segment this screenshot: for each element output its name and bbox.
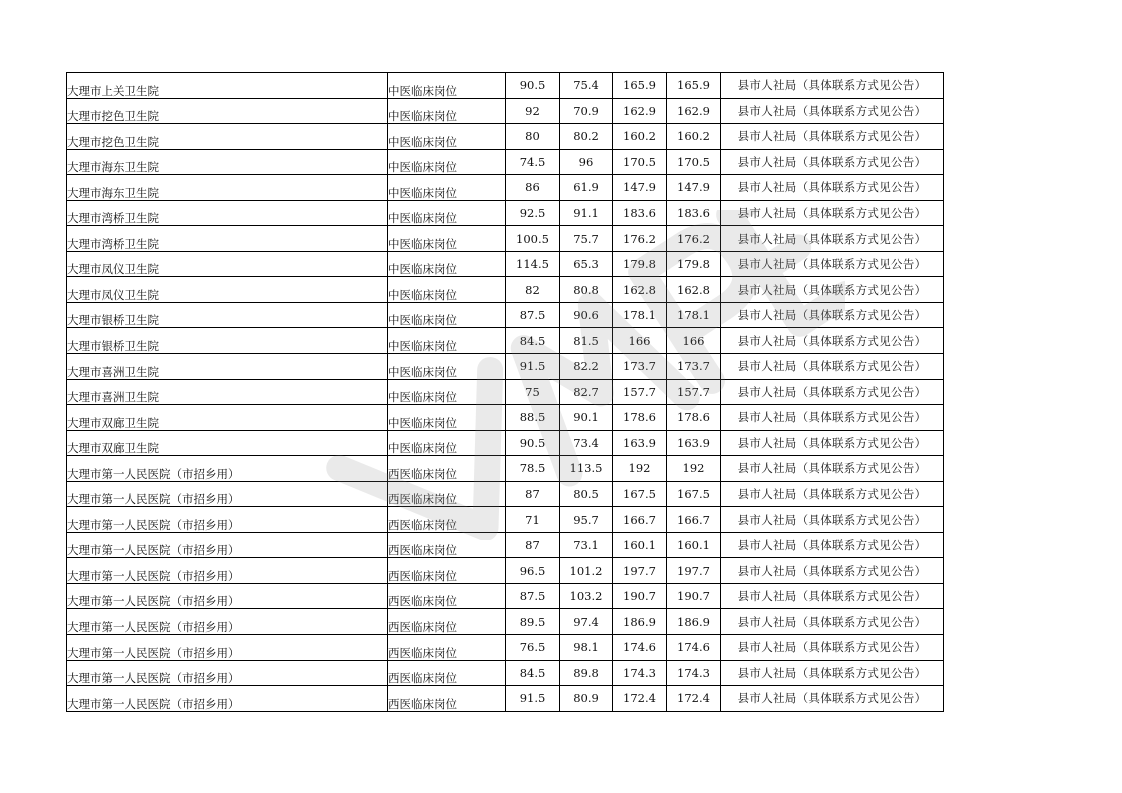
cell-score-2: 80.9 xyxy=(560,686,613,712)
cell-contact: 县市人社局（具体联系方式见公告） xyxy=(721,660,944,686)
table-row xyxy=(67,328,944,354)
cell-final-score: 176.2 xyxy=(667,226,721,252)
cell-post: 西医临床岗位 xyxy=(388,481,506,507)
cell-score-1: 90.5 xyxy=(506,430,560,456)
cell-post: 西医临床岗位 xyxy=(388,532,506,558)
cell-unit: 大理市湾桥卫生院 xyxy=(67,200,388,226)
cell-contact: 县市人社局（具体联系方式见公告） xyxy=(721,507,944,533)
cell-post: 西医临床岗位 xyxy=(388,660,506,686)
cell-final-score: 186.9 xyxy=(667,609,721,635)
table-row xyxy=(67,430,944,456)
cell-score-1: 78.5 xyxy=(506,456,560,482)
cell-unit: 大理市喜洲卫生院 xyxy=(67,379,388,405)
cell-contact: 县市人社局（具体联系方式见公告） xyxy=(721,430,944,456)
cell-score-2: 81.5 xyxy=(560,328,613,354)
cell-post: 中医临床岗位 xyxy=(388,379,506,405)
cell-contact: 县市人社局（具体联系方式见公告） xyxy=(721,226,944,252)
cell-contact: 县市人社局（具体联系方式见公告） xyxy=(721,73,944,99)
cell-total: 166.7 xyxy=(613,507,667,533)
cell-total: 147.9 xyxy=(613,175,667,201)
cell-unit: 大理市第一人民医院（市招乡用） xyxy=(67,686,388,712)
cell-score-2: 89.8 xyxy=(560,660,613,686)
cell-score-1: 76.5 xyxy=(506,635,560,661)
cell-contact: 县市人社局（具体联系方式见公告） xyxy=(721,558,944,584)
cell-score-2: 80.8 xyxy=(560,277,613,303)
cell-final-score: 183.6 xyxy=(667,200,721,226)
table-row xyxy=(67,379,944,405)
cell-total: 186.9 xyxy=(613,609,667,635)
cell-score-2: 70.9 xyxy=(560,98,613,124)
cell-score-2: 80.2 xyxy=(560,124,613,150)
cell-score-1: 87 xyxy=(506,532,560,558)
cell-contact: 县市人社局（具体联系方式见公告） xyxy=(721,379,944,405)
cell-score-2: 73.1 xyxy=(560,532,613,558)
table-row xyxy=(67,200,944,226)
cell-score-2: 101.2 xyxy=(560,558,613,584)
cell-unit: 大理市第一人民医院（市招乡用） xyxy=(67,583,388,609)
cell-unit: 大理市第一人民医院（市招乡用） xyxy=(67,481,388,507)
cell-score-2: 65.3 xyxy=(560,251,613,277)
cell-unit: 大理市凤仪卫生院 xyxy=(67,251,388,277)
cell-score-1: 84.5 xyxy=(506,328,560,354)
table-row xyxy=(67,558,944,584)
cell-total: 197.7 xyxy=(613,558,667,584)
cell-unit: 大理市湾桥卫生院 xyxy=(67,226,388,252)
cell-unit: 大理市银桥卫生院 xyxy=(67,302,388,328)
cell-contact: 县市人社局（具体联系方式见公告） xyxy=(721,302,944,328)
cell-contact: 县市人社局（具体联系方式见公告） xyxy=(721,481,944,507)
cell-score-1: 80 xyxy=(506,124,560,150)
cell-score-1: 114.5 xyxy=(506,251,560,277)
cell-score-1: 92.5 xyxy=(506,200,560,226)
cell-total: 173.7 xyxy=(613,354,667,380)
cell-total: 162.8 xyxy=(613,277,667,303)
cell-score-2: 95.7 xyxy=(560,507,613,533)
cell-contact: 县市人社局（具体联系方式见公告） xyxy=(721,251,944,277)
cell-post: 中医临床岗位 xyxy=(388,405,506,431)
cell-post: 中医临床岗位 xyxy=(388,251,506,277)
table-row xyxy=(67,660,944,686)
cell-score-2: 97.4 xyxy=(560,609,613,635)
table-row xyxy=(67,175,944,201)
cell-total: 174.3 xyxy=(613,660,667,686)
cell-total: 179.8 xyxy=(613,251,667,277)
cell-total: 183.6 xyxy=(613,200,667,226)
cell-contact: 县市人社局（具体联系方式见公告） xyxy=(721,124,944,150)
table-row xyxy=(67,226,944,252)
cell-final-score: 167.5 xyxy=(667,481,721,507)
cell-contact: 县市人社局（具体联系方式见公告） xyxy=(721,149,944,175)
cell-unit: 大理市双廊卫生院 xyxy=(67,405,388,431)
table-row xyxy=(67,405,944,431)
cell-total: 170.5 xyxy=(613,149,667,175)
cell-total: 167.5 xyxy=(613,481,667,507)
cell-final-score: 162.8 xyxy=(667,277,721,303)
cell-score-2: 61.9 xyxy=(560,175,613,201)
cell-final-score: 178.6 xyxy=(667,405,721,431)
cell-post: 中医临床岗位 xyxy=(388,98,506,124)
cell-contact: 县市人社局（具体联系方式见公告） xyxy=(721,328,944,354)
cell-total: 190.7 xyxy=(613,583,667,609)
cell-total: 160.1 xyxy=(613,532,667,558)
cell-contact: 县市人社局（具体联系方式见公告） xyxy=(721,354,944,380)
cell-contact: 县市人社局（具体联系方式见公告） xyxy=(721,609,944,635)
cell-score-1: 91.5 xyxy=(506,354,560,380)
cell-unit: 大理市挖色卫生院 xyxy=(67,98,388,124)
cell-final-score: 170.5 xyxy=(667,149,721,175)
table-row xyxy=(67,481,944,507)
cell-final-score: 192 xyxy=(667,456,721,482)
cell-unit: 大理市第一人民医院（市招乡用） xyxy=(67,660,388,686)
table-row xyxy=(67,302,944,328)
cell-post: 中医临床岗位 xyxy=(388,430,506,456)
cell-post: 西医临床岗位 xyxy=(388,609,506,635)
cell-post: 中医临床岗位 xyxy=(388,124,506,150)
cell-unit: 大理市双廊卫生院 xyxy=(67,430,388,456)
cell-total: 178.6 xyxy=(613,405,667,431)
cell-unit: 大理市第一人民医院（市招乡用） xyxy=(67,635,388,661)
cell-score-1: 87 xyxy=(506,481,560,507)
cell-total: 163.9 xyxy=(613,430,667,456)
cell-contact: 县市人社局（具体联系方式见公告） xyxy=(721,277,944,303)
cell-score-2: 96 xyxy=(560,149,613,175)
cell-post: 西医临床岗位 xyxy=(388,456,506,482)
cell-score-1: 87.5 xyxy=(506,583,560,609)
cell-score-2: 75.4 xyxy=(560,73,613,99)
cell-total: 162.9 xyxy=(613,98,667,124)
table-row xyxy=(67,507,944,533)
cell-total: 166 xyxy=(613,328,667,354)
cell-final-score: 157.7 xyxy=(667,379,721,405)
cell-score-1: 86 xyxy=(506,175,560,201)
cell-post: 中医临床岗位 xyxy=(388,302,506,328)
cell-post: 中医临床岗位 xyxy=(388,328,506,354)
cell-total: 178.1 xyxy=(613,302,667,328)
cell-post: 中医临床岗位 xyxy=(388,226,506,252)
cell-final-score: 147.9 xyxy=(667,175,721,201)
cell-unit: 大理市凤仪卫生院 xyxy=(67,277,388,303)
cell-unit: 大理市第一人民医院（市招乡用） xyxy=(67,558,388,584)
table-row xyxy=(67,354,944,380)
table-row xyxy=(67,686,944,712)
cell-score-1: 82 xyxy=(506,277,560,303)
cell-contact: 县市人社局（具体联系方式见公告） xyxy=(721,405,944,431)
table-row xyxy=(67,583,944,609)
cell-score-2: 98.1 xyxy=(560,635,613,661)
cell-score-1: 92 xyxy=(506,98,560,124)
cell-final-score: 160.2 xyxy=(667,124,721,150)
cell-final-score: 160.1 xyxy=(667,532,721,558)
table-row xyxy=(67,98,944,124)
cell-post: 中医临床岗位 xyxy=(388,175,506,201)
cell-final-score: 165.9 xyxy=(667,73,721,99)
cell-score-2: 90.1 xyxy=(560,405,613,431)
cell-unit: 大理市挖色卫生院 xyxy=(67,124,388,150)
cell-total: 192 xyxy=(613,456,667,482)
cell-total: 165.9 xyxy=(613,73,667,99)
cell-score-1: 90.5 xyxy=(506,73,560,99)
cell-unit: 大理市上关卫生院 xyxy=(67,73,388,99)
cell-score-1: 71 xyxy=(506,507,560,533)
cell-contact: 县市人社局（具体联系方式见公告） xyxy=(721,200,944,226)
cell-score-1: 89.5 xyxy=(506,609,560,635)
cell-score-2: 73.4 xyxy=(560,430,613,456)
table-row xyxy=(67,609,944,635)
table-row xyxy=(67,73,944,99)
cell-contact: 县市人社局（具体联系方式见公告） xyxy=(721,583,944,609)
cell-score-1: 88.5 xyxy=(506,405,560,431)
cell-total: 157.7 xyxy=(613,379,667,405)
cell-score-2: 103.2 xyxy=(560,583,613,609)
table-row xyxy=(67,635,944,661)
cell-unit: 大理市第一人民医院（市招乡用） xyxy=(67,532,388,558)
table-row xyxy=(67,251,944,277)
cell-final-score: 190.7 xyxy=(667,583,721,609)
cell-total: 172.4 xyxy=(613,686,667,712)
cell-contact: 县市人社局（具体联系方式见公告） xyxy=(721,98,944,124)
cell-post: 中医临床岗位 xyxy=(388,149,506,175)
cell-score-2: 82.2 xyxy=(560,354,613,380)
cell-total: 176.2 xyxy=(613,226,667,252)
cell-score-1: 74.5 xyxy=(506,149,560,175)
cell-score-1: 75 xyxy=(506,379,560,405)
cell-unit: 大理市海东卫生院 xyxy=(67,149,388,175)
cell-post: 西医临床岗位 xyxy=(388,583,506,609)
cell-final-score: 197.7 xyxy=(667,558,721,584)
cell-score-2: 113.5 xyxy=(560,456,613,482)
cell-final-score: 179.8 xyxy=(667,251,721,277)
table-row xyxy=(67,532,944,558)
cell-contact: 县市人社局（具体联系方式见公告） xyxy=(721,686,944,712)
cell-final-score: 173.7 xyxy=(667,354,721,380)
cell-unit: 大理市第一人民医院（市招乡用） xyxy=(67,609,388,635)
cell-contact: 县市人社局（具体联系方式见公告） xyxy=(721,635,944,661)
cell-score-2: 82.7 xyxy=(560,379,613,405)
table-row xyxy=(67,277,944,303)
cell-unit: 大理市海东卫生院 xyxy=(67,175,388,201)
cell-score-1: 96.5 xyxy=(506,558,560,584)
cell-score-2: 80.5 xyxy=(560,481,613,507)
table-row xyxy=(67,149,944,175)
cell-score-2: 91.1 xyxy=(560,200,613,226)
cell-total: 160.2 xyxy=(613,124,667,150)
cell-post: 西医临床岗位 xyxy=(388,686,506,712)
cell-post: 西医临床岗位 xyxy=(388,558,506,584)
cell-final-score: 174.3 xyxy=(667,660,721,686)
cell-contact: 县市人社局（具体联系方式见公告） xyxy=(721,532,944,558)
cell-unit: 大理市第一人民医院（市招乡用） xyxy=(67,507,388,533)
cell-final-score: 174.6 xyxy=(667,635,721,661)
cell-unit: 大理市第一人民医院（市招乡用） xyxy=(67,456,388,482)
cell-contact: 县市人社局（具体联系方式见公告） xyxy=(721,456,944,482)
cell-final-score: 172.4 xyxy=(667,686,721,712)
cell-unit: 大理市银桥卫生院 xyxy=(67,328,388,354)
cell-post: 中医临床岗位 xyxy=(388,200,506,226)
cell-final-score: 163.9 xyxy=(667,430,721,456)
cell-post: 西医临床岗位 xyxy=(388,507,506,533)
cell-final-score: 166 xyxy=(667,328,721,354)
cell-post: 中医临床岗位 xyxy=(388,277,506,303)
cell-score-1: 84.5 xyxy=(506,660,560,686)
cell-final-score: 178.1 xyxy=(667,302,721,328)
cell-post: 中医临床岗位 xyxy=(388,354,506,380)
cell-score-1: 100.5 xyxy=(506,226,560,252)
cell-score-2: 90.6 xyxy=(560,302,613,328)
cell-unit: 大理市喜洲卫生院 xyxy=(67,354,388,380)
cell-final-score: 166.7 xyxy=(667,507,721,533)
table-row xyxy=(67,124,944,150)
results-table xyxy=(66,72,944,712)
results-table-body xyxy=(67,73,944,712)
cell-post: 中医临床岗位 xyxy=(388,73,506,99)
table-row xyxy=(67,456,944,482)
cell-final-score: 162.9 xyxy=(667,98,721,124)
cell-contact: 县市人社局（具体联系方式见公告） xyxy=(721,175,944,201)
cell-total: 174.6 xyxy=(613,635,667,661)
cell-score-1: 87.5 xyxy=(506,302,560,328)
cell-score-2: 75.7 xyxy=(560,226,613,252)
cell-post: 西医临床岗位 xyxy=(388,635,506,661)
cell-score-1: 91.5 xyxy=(506,686,560,712)
